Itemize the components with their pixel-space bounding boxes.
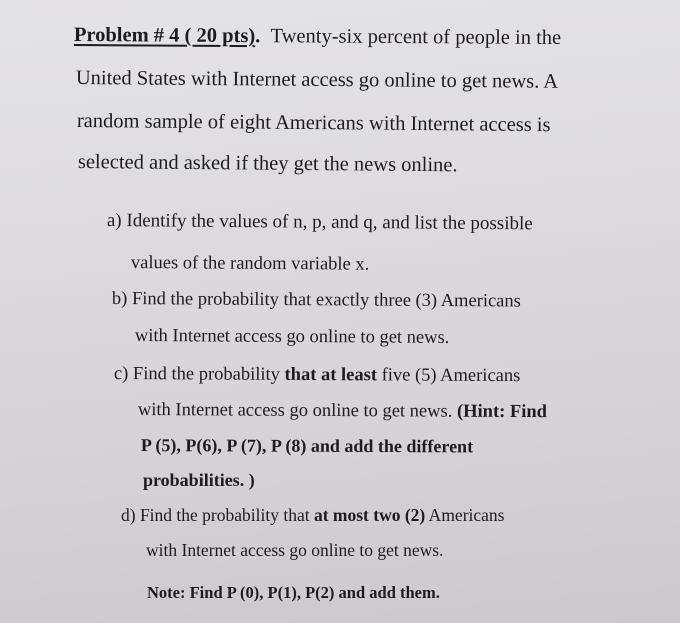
problem-heading: Problem # 4 ( 20 pts): [73, 24, 256, 48]
part-d-line-1-pre: d) Find the probability that: [121, 505, 314, 525]
part-c-line-2-pre: with Internet access go online to get news.: [137, 400, 458, 422]
problem-heading-period: .: [255, 25, 261, 48]
part-d-emphasis: at most two (2): [313, 505, 426, 525]
problem-intro-line-1: [74, 24, 561, 50]
part-c-line-3: P (5), P(6), P (7), P (8) and add the different: [140, 435, 474, 457]
part-b-line-1: b) Find the probability that exactly three (3) Americans: [111, 289, 521, 312]
part-c-emphasis: that at least: [284, 364, 378, 386]
intro-text-1: Twenty-six percent of people in the: [270, 25, 562, 49]
part-d-line-2: with Internet access go online to get news.: [146, 540, 444, 560]
part-c-line-1: [114, 364, 521, 387]
part-b-line-2: with Internet access go online to get news.: [134, 326, 450, 348]
part-c-line-1-pre: c) Find the probability: [113, 364, 285, 385]
part-c-line-2: [138, 400, 547, 423]
note-line: Note: Find P (0), P(1), P(2) and add them.: [147, 583, 440, 602]
problem-intro-line-4: selected and asked if they get the news online.: [77, 151, 458, 177]
part-d-line-1: [121, 505, 504, 526]
part-c-hint-start: (Hint: Find: [456, 401, 547, 423]
part-a-line-1: a) Identify the values of n, p, and q, and list the possible: [106, 210, 533, 235]
part-a-line-2: values of the random variable x.: [130, 253, 370, 275]
part-d-line-1-post: Americans: [425, 505, 505, 525]
part-c-line-1-post: five (5) Americans: [376, 365, 521, 387]
part-c-line-4: probabilities. ): [143, 470, 255, 490]
problem-intro-line-3: random sample of eight Americans with Internet access is: [76, 110, 551, 137]
problem-intro-line-2: United States with Internet access go online to get news. A: [75, 67, 559, 93]
